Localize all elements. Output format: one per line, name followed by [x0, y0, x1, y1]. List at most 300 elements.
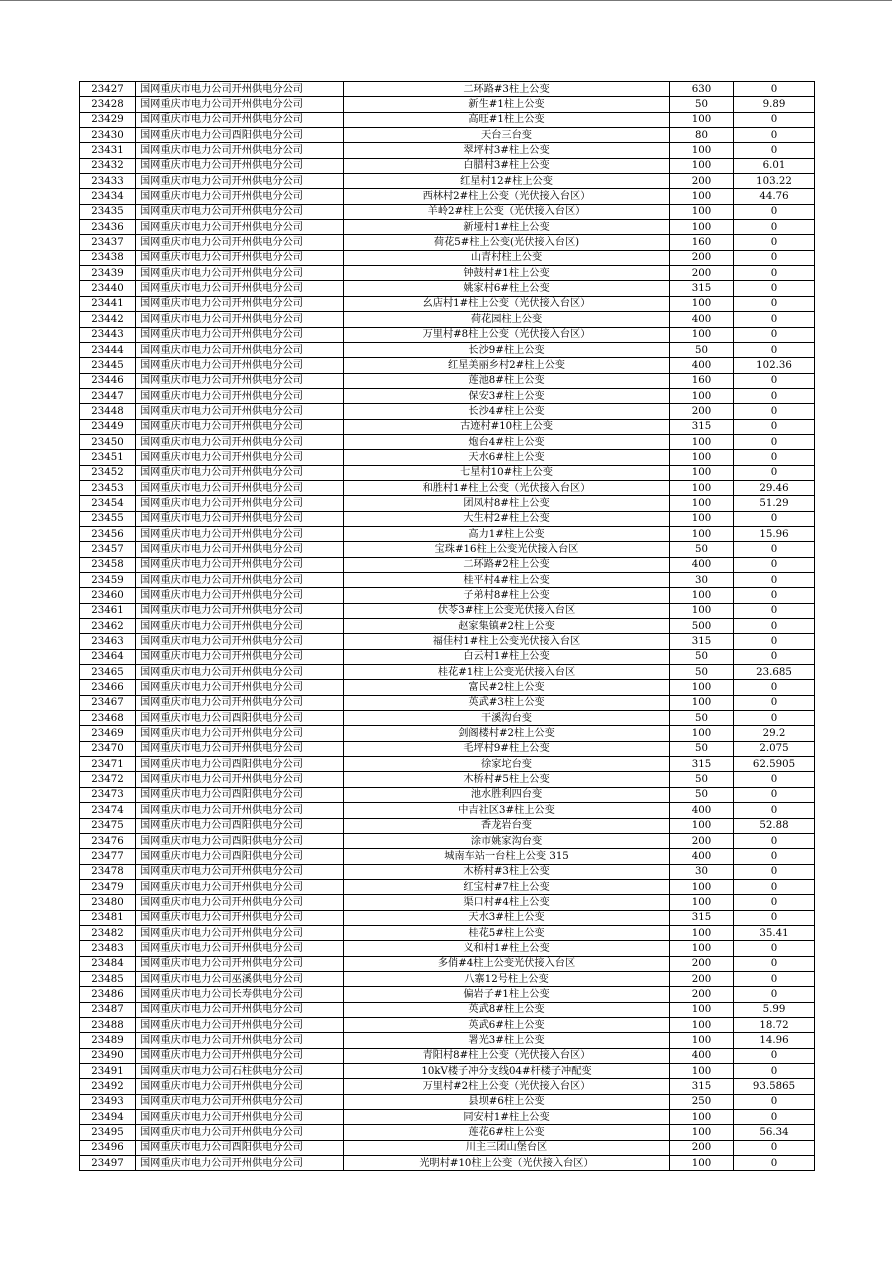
transformer-name-cell: 剑阁楼村#2柱上公变: [344, 726, 670, 741]
transformer-name-cell: 古迹村#10柱上公变: [344, 419, 670, 434]
company-cell: 国网重庆市电力公司开州供电分公司: [136, 726, 344, 741]
row-id-cell: 23473: [80, 787, 136, 802]
capacity-cell: 400: [670, 358, 734, 373]
company-cell: 国网重庆市电力公司开州供电分公司: [136, 496, 344, 511]
transformer-name-cell: 10kV楼子冲分支线04#杆楼子冲配变: [344, 1064, 670, 1079]
transformer-name-cell: 荷花园柱上公变: [344, 312, 670, 327]
transformer-name-cell: 红星美丽乡村2#柱上公变: [344, 358, 670, 373]
table-row: [80, 526, 815, 541]
transformer-name-cell: 县坝#6柱上公变: [344, 1094, 670, 1109]
value-cell: 0: [734, 327, 815, 342]
transformer-name-cell: 红宝村#7柱上公变: [344, 879, 670, 894]
table-row: [80, 695, 815, 710]
value-cell: 102.36: [734, 358, 815, 373]
company-cell: 国网重庆市电力公司开州供电分公司: [136, 143, 344, 158]
table-row: [80, 680, 815, 695]
company-cell: 国网重庆市电力公司开州供电分公司: [136, 634, 344, 649]
table-row: [80, 281, 815, 296]
row-id-cell: 23487: [80, 1002, 136, 1017]
capacity-cell: 100: [670, 143, 734, 158]
table-row: [80, 373, 815, 388]
row-id-cell: 23442: [80, 312, 136, 327]
capacity-cell: 160: [670, 373, 734, 388]
company-cell: 国网重庆市电力公司酉阳供电分公司: [136, 833, 344, 848]
transformer-name-cell: 木桥村#5柱上公变: [344, 772, 670, 787]
value-cell: 23.685: [734, 665, 815, 680]
table-row: [80, 1002, 815, 1017]
transformer-name-cell: 白云村1#柱上公变: [344, 649, 670, 664]
company-cell: 国网重庆市电力公司开州供电分公司: [136, 266, 344, 281]
transformer-name-cell: 幺店村1#柱上公变（光伏接入台区）: [344, 296, 670, 311]
table-row: [80, 711, 815, 726]
value-cell: 0: [734, 680, 815, 695]
value-cell: 62.5905: [734, 757, 815, 772]
transformer-name-cell: 和胜村1#柱上公变（光伏接入台区）: [344, 480, 670, 495]
row-id-cell: 23431: [80, 143, 136, 158]
capacity-cell: 100: [670, 925, 734, 940]
company-cell: 国网重庆市电力公司开州供电分公司: [136, 480, 344, 495]
transformer-name-cell: 大生村2#柱上公变: [344, 511, 670, 526]
value-cell: 6.01: [734, 158, 815, 173]
row-id-cell: 23450: [80, 434, 136, 449]
capacity-cell: 80: [670, 128, 734, 143]
capacity-cell: 100: [670, 526, 734, 541]
transformer-name-cell: 新垭村1#柱上公变: [344, 220, 670, 235]
capacity-cell: 100: [670, 1064, 734, 1079]
row-id-cell: 23470: [80, 741, 136, 756]
table-row: [80, 465, 815, 480]
transformer-name-cell: 西林村2#柱上公变（光伏接入台区）: [344, 189, 670, 204]
value-cell: 0: [734, 864, 815, 879]
table-row: [80, 1156, 815, 1171]
row-id-cell: 23454: [80, 496, 136, 511]
row-id-cell: 23485: [80, 971, 136, 986]
transformer-name-cell: 天台三台变: [344, 128, 670, 143]
table-row: [80, 496, 815, 511]
row-id-cell: 23467: [80, 695, 136, 710]
capacity-cell: 400: [670, 849, 734, 864]
row-id-cell: 23482: [80, 925, 136, 940]
capacity-cell: 100: [670, 603, 734, 618]
table-row: [80, 312, 815, 327]
transformer-table-body: [80, 82, 815, 1171]
capacity-cell: 50: [670, 649, 734, 664]
value-cell: 0: [734, 388, 815, 403]
row-id-cell: 23444: [80, 342, 136, 357]
transformer-name-cell: 荷花5#柱上公变(光伏接入台区): [344, 235, 670, 250]
company-cell: 国网重庆市电力公司开州供电分公司: [136, 542, 344, 557]
capacity-cell: 315: [670, 910, 734, 925]
capacity-cell: 200: [670, 266, 734, 281]
company-cell: 国网重庆市电力公司酉阳供电分公司: [136, 711, 344, 726]
company-cell: 国网重庆市电力公司开州供电分公司: [136, 1125, 344, 1140]
transformer-name-cell: 川主三团山堡台区: [344, 1140, 670, 1155]
capacity-cell: 100: [670, 158, 734, 173]
table-row: [80, 925, 815, 940]
transformer-name-cell: 天水6#柱上公变: [344, 450, 670, 465]
row-id-cell: 23488: [80, 1017, 136, 1032]
value-cell: 0: [734, 266, 815, 281]
row-id-cell: 23460: [80, 588, 136, 603]
table-row: [80, 1140, 815, 1155]
table-row: [80, 250, 815, 265]
transformer-name-cell: 英武8#柱上公变: [344, 1002, 670, 1017]
capacity-cell: 630: [670, 82, 734, 97]
company-cell: 国网重庆市电力公司酉阳供电分公司: [136, 1140, 344, 1155]
transformer-name-cell: 赵家集镇#2柱上公变: [344, 619, 670, 634]
value-cell: 0: [734, 235, 815, 250]
company-cell: 国网重庆市电力公司开州供电分公司: [136, 204, 344, 219]
table-row: [80, 864, 815, 879]
capacity-cell: 100: [670, 220, 734, 235]
table-row: [80, 158, 815, 173]
table-row: [80, 849, 815, 864]
row-id-cell: 23461: [80, 603, 136, 618]
transformer-name-cell: 红星村12#柱上公变: [344, 174, 670, 189]
table-row: [80, 388, 815, 403]
transformer-name-cell: 高力1#柱上公变: [344, 526, 670, 541]
company-cell: 国网重庆市电力公司开州供电分公司: [136, 803, 344, 818]
value-cell: 0: [734, 511, 815, 526]
transformer-name-cell: 桂花#1柱上公变光伏接入台区: [344, 665, 670, 680]
capacity-cell: 200: [670, 174, 734, 189]
transformer-name-cell: 八寨12号柱上公变: [344, 971, 670, 986]
transformer-name-cell: 干溪沟台变: [344, 711, 670, 726]
table-row: [80, 987, 815, 1002]
capacity-cell: 250: [670, 1094, 734, 1109]
capacity-cell: 100: [670, 388, 734, 403]
capacity-cell: 100: [670, 695, 734, 710]
table-row: [80, 619, 815, 634]
table-row: [80, 82, 815, 97]
row-id-cell: 23456: [80, 526, 136, 541]
value-cell: 29.2: [734, 726, 815, 741]
table-row: [80, 772, 815, 787]
row-id-cell: 23438: [80, 250, 136, 265]
table-row: [80, 434, 815, 449]
row-id-cell: 23468: [80, 711, 136, 726]
transformer-name-cell: 宝珠#16柱上公变光伏接入台区: [344, 542, 670, 557]
table-row: [80, 296, 815, 311]
company-cell: 国网重庆市电力公司开州供电分公司: [136, 220, 344, 235]
value-cell: 0: [734, 603, 815, 618]
capacity-cell: 100: [670, 1017, 734, 1032]
capacity-cell: 500: [670, 619, 734, 634]
table-row: [80, 971, 815, 986]
company-cell: 国网重庆市电力公司开州供电分公司: [136, 557, 344, 572]
value-cell: 2.075: [734, 741, 815, 756]
row-id-cell: 23447: [80, 388, 136, 403]
capacity-cell: 100: [670, 189, 734, 204]
capacity-cell: 100: [670, 480, 734, 495]
value-cell: 0: [734, 1064, 815, 1079]
row-id-cell: 23465: [80, 665, 136, 680]
table-row: [80, 910, 815, 925]
transformer-name-cell: 徐家坨台变: [344, 757, 670, 772]
capacity-cell: 160: [670, 235, 734, 250]
table-row: [80, 220, 815, 235]
capacity-cell: 100: [670, 1033, 734, 1048]
capacity-cell: 200: [670, 833, 734, 848]
company-cell: 国网重庆市电力公司开州供电分公司: [136, 741, 344, 756]
value-cell: 0: [734, 695, 815, 710]
table-row: [80, 757, 815, 772]
row-id-cell: 23436: [80, 220, 136, 235]
transformer-name-cell: 山青村柱上公变: [344, 250, 670, 265]
transformer-name-cell: 伏苓3#柱上公变光伏接入台区: [344, 603, 670, 618]
company-cell: 国网重庆市电力公司开州供电分公司: [136, 1079, 344, 1094]
value-cell: 0: [734, 1110, 815, 1125]
transformer-name-cell: 同安村1#柱上公变: [344, 1110, 670, 1125]
capacity-cell: 100: [670, 511, 734, 526]
transformer-name-cell: 保安3#柱上公变: [344, 388, 670, 403]
table-row: [80, 511, 815, 526]
row-id-cell: 23466: [80, 680, 136, 695]
table-row: [80, 634, 815, 649]
row-id-cell: 23492: [80, 1079, 136, 1094]
transformer-name-cell: 署光3#柱上公变: [344, 1033, 670, 1048]
row-id-cell: 23471: [80, 757, 136, 772]
value-cell: 0: [734, 557, 815, 572]
value-cell: 0: [734, 956, 815, 971]
value-cell: 0: [734, 971, 815, 986]
row-id-cell: 23435: [80, 204, 136, 219]
company-cell: 国网重庆市电力公司开州供电分公司: [136, 511, 344, 526]
table-row: [80, 741, 815, 756]
transformer-name-cell: 英武#3柱上公变: [344, 695, 670, 710]
row-id-cell: 23486: [80, 987, 136, 1002]
capacity-cell: 100: [670, 204, 734, 219]
company-cell: 国网重庆市电力公司开州供电分公司: [136, 925, 344, 940]
row-id-cell: 23443: [80, 327, 136, 342]
capacity-cell: 100: [670, 450, 734, 465]
transformer-name-cell: 白腊村3#柱上公变: [344, 158, 670, 173]
company-cell: 国网重庆市电力公司开州供电分公司: [136, 419, 344, 434]
company-cell: 国网重庆市电力公司酉阳供电分公司: [136, 787, 344, 802]
table-row: [80, 358, 815, 373]
company-cell: 国网重庆市电力公司开州供电分公司: [136, 588, 344, 603]
value-cell: 35.41: [734, 925, 815, 940]
row-id-cell: 23430: [80, 128, 136, 143]
table-row: [80, 235, 815, 250]
company-cell: 国网重庆市电力公司开州供电分公司: [136, 619, 344, 634]
company-cell: 国网重庆市电力公司石柱供电分公司: [136, 1064, 344, 1079]
table-row: [80, 557, 815, 572]
company-cell: 国网重庆市电力公司开州供电分公司: [136, 112, 344, 127]
capacity-cell: 200: [670, 1140, 734, 1155]
row-id-cell: 23462: [80, 619, 136, 634]
value-cell: 0: [734, 849, 815, 864]
transformer-name-cell: 炮台4#柱上公变: [344, 434, 670, 449]
row-id-cell: 23474: [80, 803, 136, 818]
table-row: [80, 480, 815, 495]
capacity-cell: 100: [670, 818, 734, 833]
capacity-cell: 400: [670, 312, 734, 327]
transformer-name-cell: 长沙4#柱上公变: [344, 404, 670, 419]
row-id-cell: 23463: [80, 634, 136, 649]
company-cell: 国网重庆市电力公司开州供电分公司: [136, 895, 344, 910]
value-cell: 9.89: [734, 97, 815, 112]
capacity-cell: 100: [670, 465, 734, 480]
capacity-cell: 100: [670, 680, 734, 695]
company-cell: 国网重庆市电力公司开州供电分公司: [136, 404, 344, 419]
row-id-cell: 23427: [80, 82, 136, 97]
company-cell: 国网重庆市电力公司开州供电分公司: [136, 695, 344, 710]
row-id-cell: 23432: [80, 158, 136, 173]
company-cell: 国网重庆市电力公司开州供电分公司: [136, 158, 344, 173]
value-cell: 0: [734, 787, 815, 802]
company-cell: 国网重庆市电力公司酉阳供电分公司: [136, 818, 344, 833]
company-cell: 国网重庆市电力公司开州供电分公司: [136, 910, 344, 925]
capacity-cell: 200: [670, 971, 734, 986]
capacity-cell: 100: [670, 112, 734, 127]
table-row: [80, 143, 815, 158]
table-row: [80, 787, 815, 802]
table-row: [80, 1033, 815, 1048]
capacity-cell: 315: [670, 281, 734, 296]
value-cell: 0: [734, 833, 815, 848]
row-id-cell: 23478: [80, 864, 136, 879]
row-id-cell: 23453: [80, 480, 136, 495]
company-cell: 国网重庆市电力公司开州供电分公司: [136, 603, 344, 618]
row-id-cell: 23459: [80, 573, 136, 588]
table-row: [80, 419, 815, 434]
transformer-name-cell: 青阳村8#柱上公变（光伏接入台区）: [344, 1048, 670, 1063]
capacity-cell: 50: [670, 665, 734, 680]
value-cell: 0: [734, 296, 815, 311]
row-id-cell: 23495: [80, 1125, 136, 1140]
company-cell: 国网重庆市电力公司开州供电分公司: [136, 526, 344, 541]
table-row: [80, 189, 815, 204]
value-cell: 0: [734, 772, 815, 787]
table-row: [80, 1064, 815, 1079]
transformer-name-cell: 富民#2柱上公变: [344, 680, 670, 695]
table-row: [80, 818, 815, 833]
capacity-cell: 50: [670, 97, 734, 112]
value-cell: 0: [734, 619, 815, 634]
value-cell: 0: [734, 634, 815, 649]
capacity-cell: 200: [670, 987, 734, 1002]
value-cell: 29.46: [734, 480, 815, 495]
row-id-cell: 23429: [80, 112, 136, 127]
row-id-cell: 23489: [80, 1033, 136, 1048]
capacity-cell: 50: [670, 772, 734, 787]
transformer-name-cell: 羊岭2#柱上公变（光伏接入台区）: [344, 204, 670, 219]
table-row: [80, 204, 815, 219]
capacity-cell: 50: [670, 542, 734, 557]
company-cell: 国网重庆市电力公司开州供电分公司: [136, 1048, 344, 1063]
company-cell: 国网重庆市电力公司开州供电分公司: [136, 82, 344, 97]
capacity-cell: 100: [670, 1156, 734, 1171]
company-cell: 国网重庆市电力公司开州供电分公司: [136, 388, 344, 403]
company-cell: 国网重庆市电力公司开州供电分公司: [136, 358, 344, 373]
row-id-cell: 23437: [80, 235, 136, 250]
company-cell: 国网重庆市电力公司开州供电分公司: [136, 879, 344, 894]
table-row: [80, 542, 815, 557]
capacity-cell: 30: [670, 573, 734, 588]
value-cell: 0: [734, 941, 815, 956]
table-row: [80, 174, 815, 189]
company-cell: 国网重庆市电力公司开州供电分公司: [136, 1017, 344, 1032]
value-cell: 0: [734, 204, 815, 219]
company-cell: 国网重庆市电力公司开州供电分公司: [136, 296, 344, 311]
row-id-cell: 23446: [80, 373, 136, 388]
value-cell: 0: [734, 1140, 815, 1155]
page-top-rule: [0, 0, 892, 1]
value-cell: 0: [734, 373, 815, 388]
transformer-name-cell: 渠口村#4柱上公变: [344, 895, 670, 910]
transformer-name-cell: 莲花6#柱上公变: [344, 1125, 670, 1140]
company-cell: 国网重庆市电力公司开州供电分公司: [136, 1110, 344, 1125]
company-cell: 国网重庆市电力公司酉阳供电分公司: [136, 128, 344, 143]
value-cell: 5.99: [734, 1002, 815, 1017]
company-cell: 国网重庆市电力公司开州供电分公司: [136, 1094, 344, 1109]
transformer-name-cell: 万里村#2柱上公变（光伏接入台区）: [344, 1079, 670, 1094]
capacity-cell: 400: [670, 557, 734, 572]
value-cell: 0: [734, 143, 815, 158]
transformer-name-cell: 万里村#8柱上公变（光伏接入台区）: [344, 327, 670, 342]
company-cell: 国网重庆市电力公司开州供电分公司: [136, 465, 344, 480]
capacity-cell: 50: [670, 342, 734, 357]
transformer-name-cell: 池水胜利四台变: [344, 787, 670, 802]
company-cell: 国网重庆市电力公司开州供电分公司: [136, 373, 344, 388]
transformer-name-cell: 义和村1#柱上公变: [344, 941, 670, 956]
transformer-name-cell: 桂花5#柱上公变: [344, 925, 670, 940]
table-row: [80, 833, 815, 848]
table-row: [80, 404, 815, 419]
value-cell: 56.34: [734, 1125, 815, 1140]
table-row: [80, 573, 815, 588]
capacity-cell: 315: [670, 757, 734, 772]
value-cell: 0: [734, 542, 815, 557]
value-cell: 0: [734, 250, 815, 265]
table-row: [80, 603, 815, 618]
transformer-name-cell: 香龙岩台变: [344, 818, 670, 833]
company-cell: 国网重庆市电力公司开州供电分公司: [136, 450, 344, 465]
capacity-cell: 315: [670, 1079, 734, 1094]
row-id-cell: 23479: [80, 879, 136, 894]
transformer-name-cell: 二环路#3柱上公变: [344, 82, 670, 97]
capacity-cell: 100: [670, 327, 734, 342]
transformer-name-cell: 涂市姚家沟台变: [344, 833, 670, 848]
capacity-cell: 100: [670, 1125, 734, 1140]
capacity-cell: 100: [670, 496, 734, 511]
company-cell: 国网重庆市电力公司开州供电分公司: [136, 1033, 344, 1048]
transformer-name-cell: 桂平村4#柱上公变: [344, 573, 670, 588]
capacity-cell: 100: [670, 1002, 734, 1017]
value-cell: 52.88: [734, 818, 815, 833]
transformer-name-cell: 七星村10#柱上公变: [344, 465, 670, 480]
row-id-cell: 23477: [80, 849, 136, 864]
company-cell: 国网重庆市电力公司开州供电分公司: [136, 327, 344, 342]
transformer-name-cell: 福佳村1#柱上公变光伏接入台区: [344, 634, 670, 649]
transformer-name-cell: 团凤村8#柱上公变: [344, 496, 670, 511]
row-id-cell: 23440: [80, 281, 136, 296]
table-row: [80, 895, 815, 910]
value-cell: 0: [734, 910, 815, 925]
transformer-name-cell: 城南车站一台柱上公变 315: [344, 849, 670, 864]
value-cell: 0: [734, 573, 815, 588]
transformer-name-cell: 偏岩子#1柱上公变: [344, 987, 670, 1002]
transformer-name-cell: 光明村#10柱上公变（光伏接入台区）: [344, 1156, 670, 1171]
table-row: [80, 97, 815, 112]
transformer-name-cell: 二环路#2柱上公变: [344, 557, 670, 572]
value-cell: 0: [734, 1094, 815, 1109]
company-cell: 国网重庆市电力公司开州供电分公司: [136, 665, 344, 680]
transformer-name-cell: 长沙9#柱上公变: [344, 342, 670, 357]
table-row: [80, 1017, 815, 1032]
table-row: [80, 327, 815, 342]
